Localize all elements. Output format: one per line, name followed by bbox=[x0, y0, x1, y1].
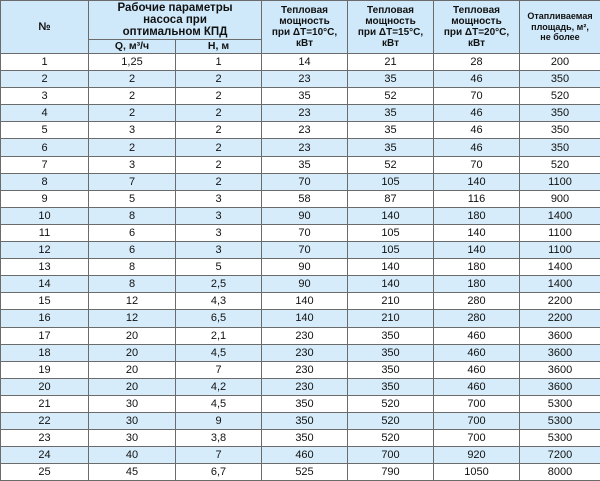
table-row bbox=[1, 344, 600, 361]
cell-power-dt10: 90 bbox=[262, 259, 348, 276]
cell-head-h: 2 bbox=[176, 105, 262, 122]
cell-number: 7 bbox=[1, 156, 89, 173]
cell-flow-q: 2 bbox=[89, 139, 176, 156]
cell-heated-area: 2200 bbox=[520, 293, 600, 310]
cell-flow-q: 20 bbox=[89, 344, 176, 361]
cell-power-dt10: 350 bbox=[262, 412, 348, 429]
table-row bbox=[1, 88, 600, 105]
cell-power-dt20: 46 bbox=[434, 105, 520, 122]
cell-number: 17 bbox=[1, 327, 89, 344]
header-pump-parameters-line: оптимальном КПД bbox=[89, 26, 261, 38]
cell-power-dt20: 46 bbox=[434, 71, 520, 88]
cell-power-dt20: 180 bbox=[434, 259, 520, 276]
table-header bbox=[1, 1, 600, 54]
cell-power-dt20: 1050 bbox=[434, 464, 520, 481]
cell-power-dt10: 70 bbox=[262, 242, 348, 259]
header-power-dt10-line: кВт bbox=[262, 38, 347, 49]
cell-head-h: 5 bbox=[176, 259, 262, 276]
cell-power-dt15: 700 bbox=[348, 447, 434, 464]
table-row bbox=[1, 395, 600, 412]
cell-number: 21 bbox=[1, 395, 89, 412]
header-heated-area bbox=[520, 1, 600, 54]
cell-power-dt10: 58 bbox=[262, 190, 348, 207]
cell-heated-area: 1100 bbox=[520, 242, 600, 259]
cell-flow-q: 20 bbox=[89, 327, 176, 344]
cell-flow-q: 3 bbox=[89, 122, 176, 139]
cell-power-dt20: 460 bbox=[434, 344, 520, 361]
cell-power-dt20: 180 bbox=[434, 207, 520, 224]
cell-head-h: 4,2 bbox=[176, 378, 262, 395]
cell-heated-area: 200 bbox=[520, 54, 600, 71]
cell-head-h: 3 bbox=[176, 224, 262, 241]
cell-power-dt10: 140 bbox=[262, 293, 348, 310]
cell-heated-area: 1100 bbox=[520, 224, 600, 241]
cell-head-h: 3 bbox=[176, 190, 262, 207]
cell-power-dt20: 140 bbox=[434, 242, 520, 259]
cell-flow-q: 8 bbox=[89, 276, 176, 293]
cell-power-dt10: 350 bbox=[262, 395, 348, 412]
cell-number: 10 bbox=[1, 207, 89, 224]
cell-power-dt10: 525 bbox=[262, 464, 348, 481]
cell-heated-area: 3600 bbox=[520, 327, 600, 344]
cell-flow-q: 30 bbox=[89, 412, 176, 429]
cell-power-dt15: 35 bbox=[348, 139, 434, 156]
cell-number: 16 bbox=[1, 310, 89, 327]
cell-head-h: 7 bbox=[176, 361, 262, 378]
header-power-dt15-line: при ΔT=15°С, bbox=[348, 27, 433, 38]
cell-power-dt20: 700 bbox=[434, 395, 520, 412]
table-row bbox=[1, 430, 600, 447]
cell-head-h: 3 bbox=[176, 207, 262, 224]
header-power-dt20 bbox=[434, 1, 520, 54]
cell-power-dt10: 90 bbox=[262, 276, 348, 293]
cell-heated-area: 1400 bbox=[520, 207, 600, 224]
cell-power-dt10: 23 bbox=[262, 71, 348, 88]
cell-heated-area: 8000 bbox=[520, 464, 600, 481]
cell-power-dt15: 140 bbox=[348, 207, 434, 224]
cell-heated-area: 350 bbox=[520, 122, 600, 139]
table-row bbox=[1, 122, 600, 139]
cell-flow-q: 40 bbox=[89, 447, 176, 464]
header-power-dt15 bbox=[348, 1, 434, 54]
cell-head-h: 3,8 bbox=[176, 430, 262, 447]
table-row bbox=[1, 361, 600, 378]
cell-power-dt15: 350 bbox=[348, 344, 434, 361]
header-heated-area-line: Отапливаемая bbox=[520, 11, 600, 22]
cell-number: 23 bbox=[1, 430, 89, 447]
header-power-dt10 bbox=[262, 1, 348, 54]
cell-number: 24 bbox=[1, 447, 89, 464]
cell-power-dt15: 350 bbox=[348, 378, 434, 395]
cell-power-dt15: 35 bbox=[348, 71, 434, 88]
header-power-dt15-line: мощность bbox=[348, 16, 433, 27]
cell-power-dt20: 280 bbox=[434, 293, 520, 310]
table-row bbox=[1, 447, 600, 464]
cell-power-dt10: 460 bbox=[262, 447, 348, 464]
cell-power-dt10: 230 bbox=[262, 361, 348, 378]
header-heated-area-line: не более bbox=[520, 32, 600, 43]
cell-power-dt20: 70 bbox=[434, 156, 520, 173]
cell-head-h: 2 bbox=[176, 173, 262, 190]
cell-flow-q: 3 bbox=[89, 156, 176, 173]
cell-head-h: 1 bbox=[176, 54, 262, 71]
table-row bbox=[1, 207, 600, 224]
cell-power-dt15: 350 bbox=[348, 361, 434, 378]
cell-power-dt10: 23 bbox=[262, 139, 348, 156]
cell-power-dt15: 520 bbox=[348, 412, 434, 429]
header-power-dt10-line: Тепловая bbox=[262, 5, 347, 16]
cell-power-dt15: 87 bbox=[348, 190, 434, 207]
cell-heated-area: 7200 bbox=[520, 447, 600, 464]
cell-power-dt20: 140 bbox=[434, 173, 520, 190]
cell-flow-q: 8 bbox=[89, 207, 176, 224]
cell-power-dt10: 70 bbox=[262, 173, 348, 190]
cell-power-dt20: 116 bbox=[434, 190, 520, 207]
header-power-dt15-line: Тепловая bbox=[348, 5, 433, 16]
cell-head-h: 2,5 bbox=[176, 276, 262, 293]
cell-power-dt20: 700 bbox=[434, 412, 520, 429]
cell-number: 11 bbox=[1, 224, 89, 241]
cell-power-dt15: 35 bbox=[348, 122, 434, 139]
cell-heated-area: 520 bbox=[520, 88, 600, 105]
cell-flow-q: 1,25 bbox=[89, 54, 176, 71]
table-row bbox=[1, 412, 600, 429]
cell-power-dt15: 105 bbox=[348, 173, 434, 190]
cell-flow-q: 5 bbox=[89, 190, 176, 207]
cell-power-dt10: 350 bbox=[262, 430, 348, 447]
cell-power-dt20: 700 bbox=[434, 430, 520, 447]
cell-flow-q: 2 bbox=[89, 88, 176, 105]
cell-number: 14 bbox=[1, 276, 89, 293]
cell-power-dt20: 46 bbox=[434, 122, 520, 139]
header-heated-area-line: площадь, м², bbox=[520, 22, 600, 33]
table-row bbox=[1, 276, 600, 293]
cell-power-dt10: 90 bbox=[262, 207, 348, 224]
cell-heated-area: 1400 bbox=[520, 276, 600, 293]
header-pump-parameters bbox=[89, 1, 262, 40]
cell-head-h: 2,1 bbox=[176, 327, 262, 344]
cell-number: 13 bbox=[1, 259, 89, 276]
header-power-dt20-line: Тепловая bbox=[434, 5, 519, 16]
cell-power-dt20: 46 bbox=[434, 139, 520, 156]
cell-power-dt15: 520 bbox=[348, 395, 434, 412]
cell-heated-area: 3600 bbox=[520, 344, 600, 361]
cell-head-h: 2 bbox=[176, 122, 262, 139]
cell-power-dt10: 70 bbox=[262, 224, 348, 241]
cell-power-dt20: 140 bbox=[434, 224, 520, 241]
header-power-dt20-line: при ΔT=20°С, bbox=[434, 27, 519, 38]
header-pump-parameters-line: насоса при bbox=[89, 14, 261, 26]
table-body bbox=[1, 54, 600, 481]
cell-flow-q: 12 bbox=[89, 310, 176, 327]
cell-heated-area: 3600 bbox=[520, 361, 600, 378]
cell-power-dt15: 520 bbox=[348, 430, 434, 447]
cell-head-h: 7 bbox=[176, 447, 262, 464]
cell-number: 8 bbox=[1, 173, 89, 190]
header-number: № bbox=[1, 1, 89, 54]
cell-power-dt15: 105 bbox=[348, 242, 434, 259]
table-row bbox=[1, 293, 600, 310]
cell-flow-q: 30 bbox=[89, 430, 176, 447]
cell-flow-q: 7 bbox=[89, 173, 176, 190]
table-row bbox=[1, 327, 600, 344]
cell-heated-area: 1400 bbox=[520, 259, 600, 276]
cell-head-h: 4,5 bbox=[176, 395, 262, 412]
cell-heated-area: 5300 bbox=[520, 430, 600, 447]
cell-number: 5 bbox=[1, 122, 89, 139]
cell-power-dt15: 790 bbox=[348, 464, 434, 481]
cell-head-h: 6,5 bbox=[176, 310, 262, 327]
cell-number: 9 bbox=[1, 190, 89, 207]
table-row bbox=[1, 378, 600, 395]
header-power-dt20-line: кВт bbox=[434, 38, 519, 49]
cell-number: 15 bbox=[1, 293, 89, 310]
cell-power-dt20: 920 bbox=[434, 447, 520, 464]
cell-power-dt20: 460 bbox=[434, 378, 520, 395]
cell-flow-q: 6 bbox=[89, 242, 176, 259]
table-row bbox=[1, 156, 600, 173]
cell-power-dt15: 140 bbox=[348, 276, 434, 293]
table-row bbox=[1, 224, 600, 241]
cell-power-dt15: 35 bbox=[348, 105, 434, 122]
cell-heated-area: 900 bbox=[520, 190, 600, 207]
cell-heated-area: 1100 bbox=[520, 173, 600, 190]
cell-power-dt20: 70 bbox=[434, 88, 520, 105]
cell-flow-q: 20 bbox=[89, 361, 176, 378]
table-row bbox=[1, 464, 600, 481]
table-row bbox=[1, 259, 600, 276]
table-row bbox=[1, 105, 600, 122]
cell-power-dt15: 52 bbox=[348, 88, 434, 105]
cell-flow-q: 45 bbox=[89, 464, 176, 481]
table-row bbox=[1, 139, 600, 156]
cell-power-dt10: 230 bbox=[262, 327, 348, 344]
cell-heated-area: 3600 bbox=[520, 378, 600, 395]
cell-heated-area: 520 bbox=[520, 156, 600, 173]
table-row bbox=[1, 190, 600, 207]
header-power-dt10-line: мощность bbox=[262, 16, 347, 27]
cell-head-h: 9 bbox=[176, 412, 262, 429]
table-row bbox=[1, 173, 600, 190]
cell-flow-q: 6 bbox=[89, 224, 176, 241]
cell-head-h: 4,3 bbox=[176, 293, 262, 310]
cell-power-dt15: 210 bbox=[348, 310, 434, 327]
table-row bbox=[1, 54, 600, 71]
table-row bbox=[1, 310, 600, 327]
cell-power-dt10: 140 bbox=[262, 310, 348, 327]
cell-power-dt20: 460 bbox=[434, 361, 520, 378]
cell-power-dt10: 230 bbox=[262, 378, 348, 395]
cell-heated-area: 2200 bbox=[520, 310, 600, 327]
cell-number: 4 bbox=[1, 105, 89, 122]
cell-number: 1 bbox=[1, 54, 89, 71]
header-pump-parameters-line: Рабочие параметры bbox=[89, 2, 261, 14]
cell-heated-area: 5300 bbox=[520, 412, 600, 429]
header-power-dt10-line: при ΔT=10°С, bbox=[262, 27, 347, 38]
cell-heated-area: 5300 bbox=[520, 395, 600, 412]
cell-power-dt20: 280 bbox=[434, 310, 520, 327]
cell-number: 22 bbox=[1, 412, 89, 429]
cell-number: 12 bbox=[1, 242, 89, 259]
cell-number: 3 bbox=[1, 88, 89, 105]
cell-head-h: 2 bbox=[176, 71, 262, 88]
header-flow-q: Q, м³/ч bbox=[89, 40, 176, 54]
cell-number: 20 bbox=[1, 378, 89, 395]
header-power-dt20-line: мощность bbox=[434, 16, 519, 27]
cell-flow-q: 2 bbox=[89, 71, 176, 88]
cell-flow-q: 30 bbox=[89, 395, 176, 412]
cell-flow-q: 12 bbox=[89, 293, 176, 310]
cell-flow-q: 20 bbox=[89, 378, 176, 395]
cell-number: 6 bbox=[1, 139, 89, 156]
cell-number: 25 bbox=[1, 464, 89, 481]
cell-head-h: 2 bbox=[176, 88, 262, 105]
header-head-h: H, м bbox=[176, 40, 262, 54]
cell-power-dt10: 14 bbox=[262, 54, 348, 71]
cell-number: 2 bbox=[1, 71, 89, 88]
cell-flow-q: 2 bbox=[89, 105, 176, 122]
cell-power-dt10: 230 bbox=[262, 344, 348, 361]
cell-number: 18 bbox=[1, 344, 89, 361]
cell-power-dt15: 52 bbox=[348, 156, 434, 173]
cell-power-dt10: 23 bbox=[262, 105, 348, 122]
cell-power-dt15: 350 bbox=[348, 327, 434, 344]
cell-head-h: 4,5 bbox=[176, 344, 262, 361]
cell-power-dt20: 180 bbox=[434, 276, 520, 293]
cell-heated-area: 350 bbox=[520, 105, 600, 122]
cell-power-dt10: 23 bbox=[262, 122, 348, 139]
cell-power-dt15: 210 bbox=[348, 293, 434, 310]
cell-power-dt20: 28 bbox=[434, 54, 520, 71]
cell-head-h: 2 bbox=[176, 139, 262, 156]
cell-power-dt15: 105 bbox=[348, 224, 434, 241]
cell-power-dt10: 35 bbox=[262, 156, 348, 173]
cell-head-h: 6,7 bbox=[176, 464, 262, 481]
cell-flow-q: 8 bbox=[89, 259, 176, 276]
table-row bbox=[1, 242, 600, 259]
cell-power-dt15: 21 bbox=[348, 54, 434, 71]
cell-head-h: 2 bbox=[176, 156, 262, 173]
cell-heated-area: 350 bbox=[520, 139, 600, 156]
cell-power-dt20: 460 bbox=[434, 327, 520, 344]
cell-power-dt10: 35 bbox=[262, 88, 348, 105]
cell-power-dt15: 140 bbox=[348, 259, 434, 276]
cell-head-h: 3 bbox=[176, 242, 262, 259]
cell-heated-area: 350 bbox=[520, 71, 600, 88]
header-power-dt15-line: кВт bbox=[348, 38, 433, 49]
table-row bbox=[1, 71, 600, 88]
cell-number: 19 bbox=[1, 361, 89, 378]
